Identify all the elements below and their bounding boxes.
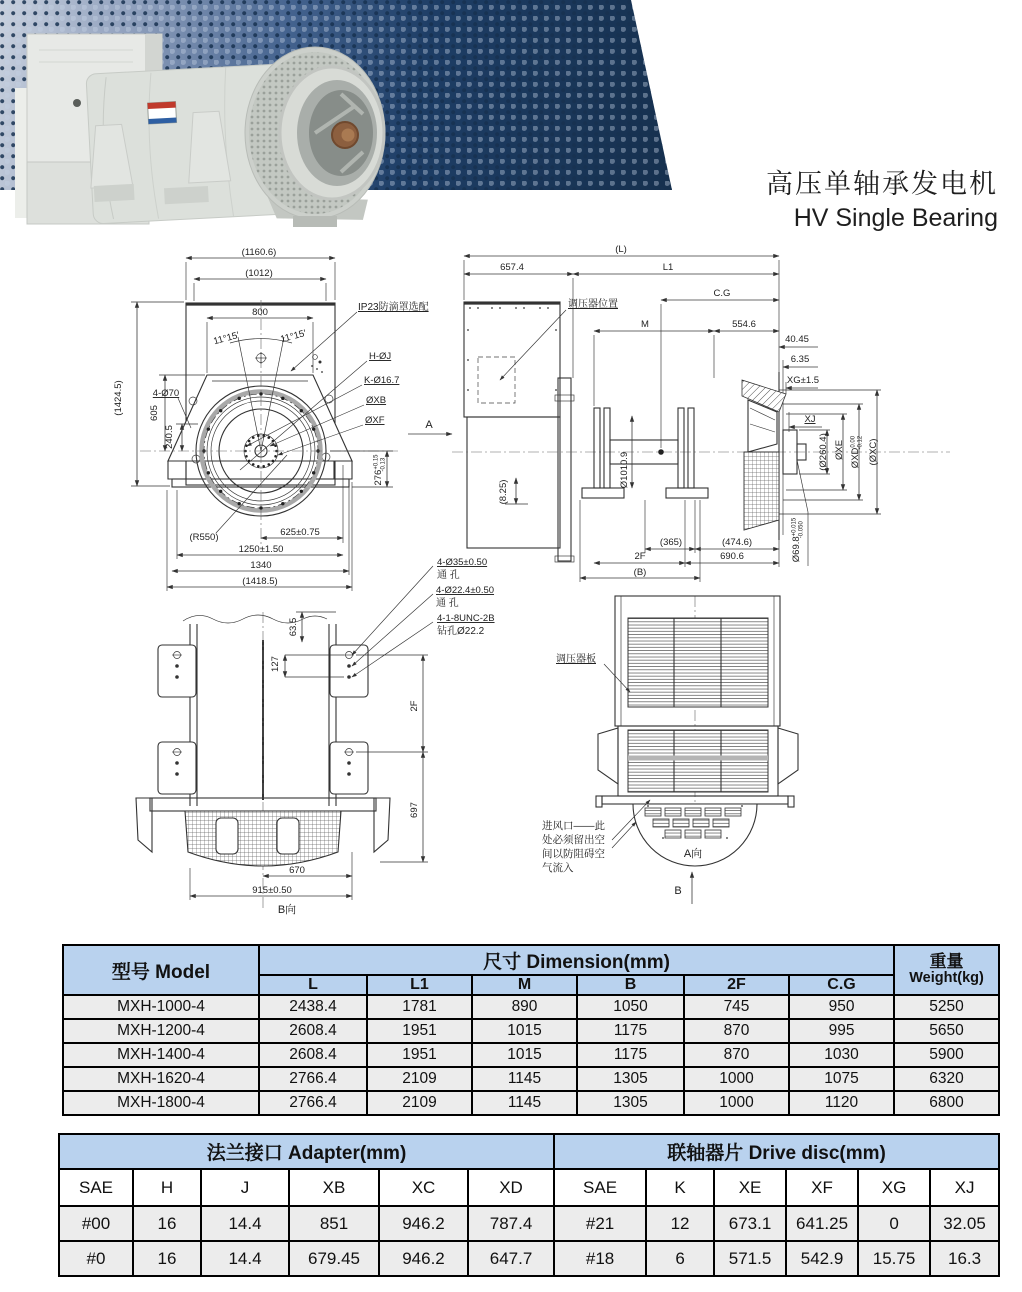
dim-label: B向 xyxy=(277,904,297,916)
dim-label: (474.6) xyxy=(721,537,753,548)
dim-cell: 995 xyxy=(789,1019,894,1043)
dim-cell: 1050 xyxy=(577,995,684,1019)
value-cell: 14.4 xyxy=(201,1206,289,1241)
dim-label: (1424.5) xyxy=(113,380,124,416)
dim-cell: 1145 xyxy=(472,1091,577,1115)
dim-label: L1 xyxy=(662,262,674,273)
weight-cell: 5900 xyxy=(894,1043,999,1067)
dimension-weight-table xyxy=(62,944,1000,1116)
dim-label: XG±1.5 xyxy=(786,375,820,386)
column-header: H xyxy=(133,1169,201,1206)
table-row xyxy=(63,1067,999,1091)
dim-cell: 1000 xyxy=(684,1067,789,1091)
value-cell: 32.05 xyxy=(930,1206,999,1241)
dim-label: ØXB xyxy=(366,395,387,406)
dim-column-header: M xyxy=(472,975,577,995)
dim-label: 进风口——此 xyxy=(542,820,605,832)
dim-label: (8.25) xyxy=(498,479,509,505)
drive-disc-header: 联轴器片 Drive disc(mm) xyxy=(554,1134,999,1169)
dim-label: 2F xyxy=(634,551,646,562)
column-header: XB xyxy=(289,1169,379,1206)
value-cell: 16.3 xyxy=(930,1241,999,1276)
dim-label: 554.6 xyxy=(732,319,756,330)
model-cell: MXH-1620-4 xyxy=(63,1067,259,1091)
value-cell: #0 xyxy=(59,1241,133,1276)
table-row xyxy=(63,1043,999,1067)
table-row xyxy=(63,1091,999,1115)
dim-label: 63.5 xyxy=(288,617,299,637)
weight-cell: 5650 xyxy=(894,1019,999,1043)
value-cell: 12 xyxy=(646,1206,714,1241)
value-cell: #00 xyxy=(59,1206,133,1241)
model-cell: MXH-1200-4 xyxy=(63,1019,259,1043)
value-cell: 673.1 xyxy=(714,1206,786,1241)
dim-label: 通 孔 xyxy=(437,570,460,581)
value-cell: 641.25 xyxy=(786,1206,858,1241)
dim-label: 1250±1.50 xyxy=(238,544,284,555)
column-header: XD xyxy=(468,1169,554,1206)
dim-cell: 1120 xyxy=(789,1091,894,1115)
value-cell: 16 xyxy=(133,1206,201,1241)
dim-column-header: 2F xyxy=(684,975,789,995)
value-cell: 15.75 xyxy=(858,1241,930,1276)
column-header: K xyxy=(646,1169,714,1206)
dim-label: 处必须留出空 xyxy=(542,834,605,846)
value-cell: #18 xyxy=(554,1241,646,1276)
dim-label: 4-Ø22.4±0.50 xyxy=(436,585,495,596)
dim-label: 915±0.50 xyxy=(252,885,292,896)
value-cell: 946.2 xyxy=(379,1206,468,1241)
dim-label: 127 xyxy=(270,656,281,672)
dim-label: (1160.6) xyxy=(241,247,277,258)
column-header: XF xyxy=(786,1169,858,1206)
value-cell: 542.9 xyxy=(786,1241,858,1276)
dim-label: (L) xyxy=(615,244,627,255)
value-cell: 946.2 xyxy=(379,1241,468,1276)
dim-label: 240.5 xyxy=(164,425,175,449)
dim-label: 6.35 xyxy=(790,354,810,365)
dim-cell: 1305 xyxy=(577,1091,684,1115)
dim-label: B xyxy=(674,885,682,897)
dim-label: 1340 xyxy=(250,560,272,571)
dim-label: (365) xyxy=(659,537,683,548)
dim-label: $276^{+0.15}-0.13$ xyxy=(373,454,387,486)
dimension-header: 尺寸 Dimension(mm) xyxy=(259,945,894,975)
table-row xyxy=(59,1241,999,1276)
dim-label: 40.45 xyxy=(785,334,809,345)
dim-cell: 2109 xyxy=(367,1067,472,1091)
weight-cell: 5250 xyxy=(894,995,999,1019)
model-cell: MXH-1400-4 xyxy=(63,1043,259,1067)
column-header: XJ xyxy=(930,1169,999,1206)
dim-label: (R550) xyxy=(189,532,219,543)
dim-label: K-Ø16.7 xyxy=(364,375,400,386)
value-cell: 851 xyxy=(289,1206,379,1241)
dim-cell: 1015 xyxy=(472,1043,577,1067)
dim-label: 11°15′ xyxy=(212,329,241,348)
dim-label: $ØXD^{0.00}-0.12$ xyxy=(850,435,864,469)
dim-cell: 2766.4 xyxy=(259,1091,367,1115)
value-cell: 571.5 xyxy=(714,1241,786,1276)
page-title-zh: 高压单轴承发电机 xyxy=(766,169,998,199)
dim-label: ØXE xyxy=(834,439,845,461)
dim-cell: 1951 xyxy=(367,1019,472,1043)
weight-cell: 6320 xyxy=(894,1067,999,1091)
value-cell: 16 xyxy=(133,1241,201,1276)
dim-cell: 2608.4 xyxy=(259,1043,367,1067)
dim-column-header: B xyxy=(577,975,684,995)
value-cell: 647.7 xyxy=(468,1241,554,1276)
dim-label: H-ØJ xyxy=(369,351,392,362)
dim-cell: 745 xyxy=(684,995,789,1019)
dim-cell: 2608.4 xyxy=(259,1019,367,1043)
value-cell: 0 xyxy=(858,1206,930,1241)
dim-cell: 1175 xyxy=(577,1043,684,1067)
column-header: SAE xyxy=(59,1169,133,1206)
dim-label: 调压器板 xyxy=(556,654,596,665)
value-cell: 6 xyxy=(646,1241,714,1276)
dim-cell: 2109 xyxy=(367,1091,472,1115)
dim-cell: 870 xyxy=(684,1043,789,1067)
dim-label: IP23防滴罩选配 xyxy=(358,302,429,313)
dim-label: 4-Ø70 xyxy=(152,388,180,399)
dim-cell: 1175 xyxy=(577,1019,684,1043)
dim-label: $Ø69.8^{+0.015}-0.050$ xyxy=(791,517,805,563)
dim-label: 4-Ø35±0.50 xyxy=(437,557,488,568)
dim-cell: 2438.4 xyxy=(259,995,367,1019)
dim-label: 4-1-8UNC-2B xyxy=(437,613,495,624)
dim-label: (ØXC) xyxy=(868,438,879,466)
dim-label: (1418.5) xyxy=(242,576,278,587)
dim-label: A向 xyxy=(683,848,703,860)
dim-label: 通 孔 xyxy=(436,598,459,609)
column-header: XG xyxy=(858,1169,930,1206)
dim-label: 657.4 xyxy=(500,262,524,273)
dim-label: (Ø260.4) xyxy=(818,433,829,471)
dim-column-header: L xyxy=(259,975,367,995)
dim-label: 调压器位置 xyxy=(568,299,618,310)
model-header: 型号 Model xyxy=(63,945,259,995)
weight-header xyxy=(894,945,999,995)
dim-cell: 1000 xyxy=(684,1091,789,1115)
dim-label: 11°15′ xyxy=(279,327,308,346)
dim-label: 625±0.75 xyxy=(280,527,320,538)
dim-cell: 950 xyxy=(789,995,894,1019)
dim-cell: 1015 xyxy=(472,1019,577,1043)
page-title-en: HV Single Bearing xyxy=(793,204,998,232)
dim-label: (B) xyxy=(633,567,647,578)
weight-header-en: Weight(kg) xyxy=(909,970,984,987)
dim-label: 气流入 xyxy=(542,862,574,874)
dim-cell: 890 xyxy=(472,995,577,1019)
dim-cell: 1075 xyxy=(789,1067,894,1091)
value-cell: #21 xyxy=(554,1206,646,1241)
weight-cell: 6800 xyxy=(894,1091,999,1115)
dim-label: Ø1010.9 xyxy=(619,451,630,489)
value-cell: 787.4 xyxy=(468,1206,554,1241)
dim-cell: 1781 xyxy=(367,995,472,1019)
dim-label: A xyxy=(425,419,433,431)
bottom-view-drawing xyxy=(136,566,433,908)
adapter-header: 法兰接口 Adapter(mm) xyxy=(59,1134,554,1169)
model-cell: MXH-1800-4 xyxy=(63,1091,259,1115)
value-cell: 14.4 xyxy=(201,1241,289,1276)
dim-label: 697 xyxy=(409,802,420,818)
dim-cell: 2766.4 xyxy=(259,1067,367,1091)
dim-cell: 1951 xyxy=(367,1043,472,1067)
table-row xyxy=(63,995,999,1019)
dim-cell: 1305 xyxy=(577,1067,684,1091)
table-row xyxy=(63,1019,999,1043)
adapter-drive-disc-table xyxy=(58,1133,1000,1277)
dim-label: 670 xyxy=(289,865,305,876)
dim-column-header: L1 xyxy=(367,975,472,995)
dim-column-header: C.G xyxy=(789,975,894,995)
dim-cell: 1030 xyxy=(789,1043,894,1067)
dim-cell: 1145 xyxy=(472,1067,577,1091)
dim-label: (1012) xyxy=(245,268,273,279)
dim-cell: 870 xyxy=(684,1019,789,1043)
column-header: XE xyxy=(714,1169,786,1206)
column-header: SAE xyxy=(554,1169,646,1206)
dim-label: 605 xyxy=(149,405,160,421)
dim-label: 800 xyxy=(252,307,268,318)
dim-label: ØXF xyxy=(365,415,385,426)
table-row xyxy=(59,1206,999,1241)
side-view-drawing xyxy=(452,256,950,582)
dim-label: 钻孔Ø22.2 xyxy=(437,626,485,637)
column-header: J xyxy=(201,1169,289,1206)
dim-label: C.G xyxy=(713,288,731,299)
column-header: XC xyxy=(379,1169,468,1206)
dim-label: 间以防阻碍空 xyxy=(542,848,605,860)
model-cell: MXH-1000-4 xyxy=(63,995,259,1019)
dim-label: 2F xyxy=(409,700,420,712)
value-cell: 679.45 xyxy=(289,1241,379,1276)
weight-header-zh: 重量 xyxy=(929,952,964,972)
dim-label: 690.6 xyxy=(720,551,744,562)
dim-label: M xyxy=(641,319,649,330)
dim-label: XJ xyxy=(804,414,816,425)
